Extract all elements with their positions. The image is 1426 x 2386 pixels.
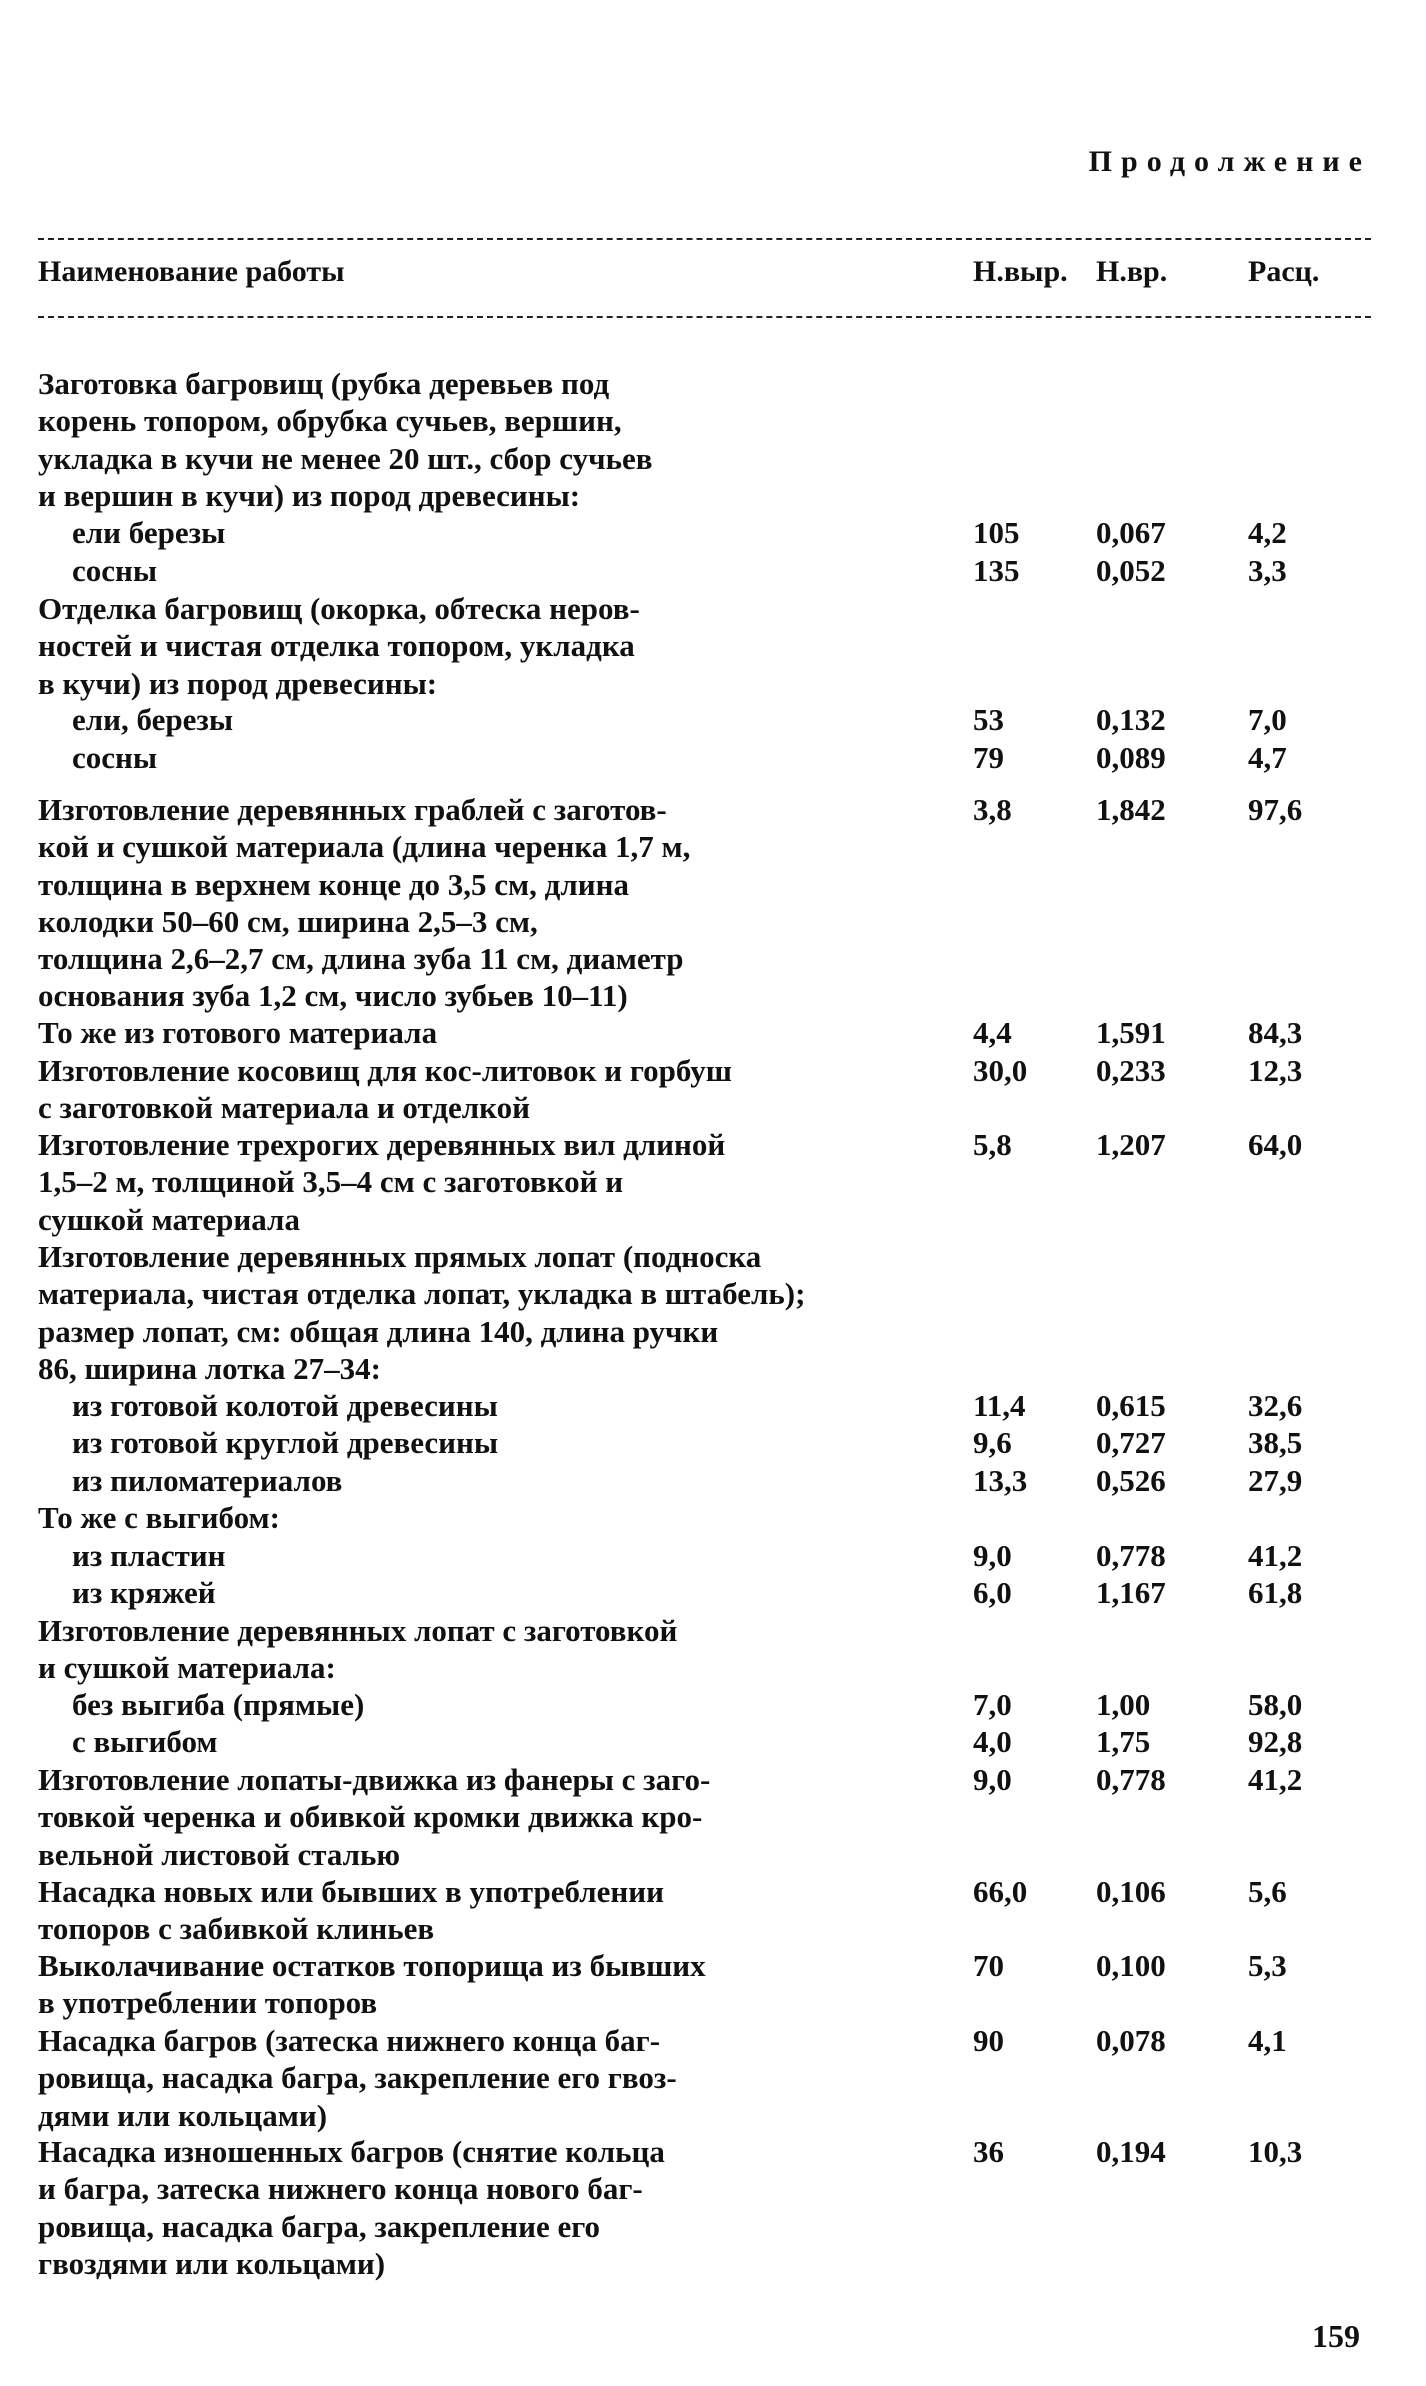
time-norm-value: 1,591: [1096, 1015, 1166, 1050]
rate-value: 32,6: [1248, 1388, 1303, 1423]
time-norm-value: 1,167: [1096, 1575, 1166, 1610]
output-norm-value: 105: [973, 515, 1020, 550]
rate-value: 58,0: [1248, 1687, 1303, 1722]
rate-value: 38,5: [1248, 1425, 1303, 1460]
work-description: Насадка изношенных багров (снятие кольца и багра, затеска нижнего конца нового баг- ровища, насадка багра, закрепление его гвоздями или кольцами): [38, 2134, 665, 2281]
rate-value: 4,2: [1248, 515, 1287, 550]
time-norm-value: 0,089: [1096, 740, 1166, 775]
work-description: Изготовление трехрогих деревянных вил длиной 1,5–2 м, толщиной 3,5–4 см с заготовкой и сушкой материала: [38, 1127, 726, 1237]
page-number: 159: [1312, 2318, 1360, 2354]
time-norm-value: 0,727: [1096, 1425, 1166, 1460]
output-norm-value: 135: [973, 553, 1020, 588]
time-norm-value: 1,75: [1096, 1724, 1151, 1759]
rate-value: 5,6: [1248, 1874, 1287, 1909]
work-description: То же с выгибом:: [38, 1500, 280, 1535]
work-description: Изготовление лопаты-движка из фанеры с заго- товкой черенка и обивкой кромки движка кро- вельной листовой сталью: [38, 1762, 711, 1872]
time-norm-value: 0,778: [1096, 1762, 1166, 1797]
output-norm-value: 53: [973, 702, 1004, 737]
time-norm-value: 0,100: [1096, 1948, 1166, 1983]
work-description: Изготовление косовищ для кос-литовок и горбуш с заготовкой материала и отделкой: [38, 1053, 732, 1126]
work-description: Отделка багровищ (окорка, обтеска неров- ностей и чистая отделка топором, укладка в кучи) из пород древесины:: [38, 591, 640, 701]
time-norm-value: 1,00: [1096, 1687, 1151, 1722]
column-header-time-norm: Н.вр.: [1096, 255, 1168, 288]
time-norm-value: 1,207: [1096, 1127, 1166, 1162]
column-header-output-norm: Н.выр.: [973, 255, 1068, 288]
output-norm-value: 3,8: [973, 792, 1012, 827]
work-description: Выколачивание остатков топорища из бывших в употреблении топоров: [38, 1948, 706, 2021]
output-norm-value: 4,4: [973, 1015, 1012, 1050]
time-norm-value: 0,615: [1096, 1388, 1166, 1423]
output-norm-value: 9,6: [973, 1425, 1012, 1460]
rate-value: 27,9: [1248, 1463, 1303, 1498]
work-description: ели березы: [72, 515, 226, 550]
work-description: из пластин: [72, 1538, 226, 1573]
rate-value: 7,0: [1248, 702, 1287, 737]
continuation-label: Продолжение: [1088, 145, 1371, 178]
work-description: Изготовление деревянных прямых лопат (подноска материала, чистая отделка лопат, укладка в штабель); размер лопат, см: общая длина 140, длина ручки 86, ширина лотка 27–34:: [38, 1239, 806, 1386]
rate-value: 12,3: [1248, 1053, 1303, 1088]
output-norm-value: 5,8: [973, 1127, 1012, 1162]
time-norm-value: 0,132: [1096, 702, 1166, 737]
output-norm-value: 79: [973, 740, 1004, 775]
output-norm-value: 7,0: [973, 1687, 1012, 1722]
work-description: Насадка новых или бывших в употреблении топоров с забивкой клиньев: [38, 1874, 664, 1947]
time-norm-value: 0,078: [1096, 2023, 1166, 2058]
output-norm-value: 9,0: [973, 1762, 1012, 1797]
column-header-work-name: Наименование работы: [38, 255, 345, 288]
work-description: из кряжей: [72, 1575, 216, 1610]
time-norm-value: 0,233: [1096, 1053, 1166, 1088]
work-description: без выгиба (прямые): [72, 1687, 365, 1722]
rate-value: 92,8: [1248, 1724, 1303, 1759]
time-norm-value: 0,194: [1096, 2134, 1166, 2169]
work-description: ели, березы: [72, 702, 234, 737]
rate-value: 10,3: [1248, 2134, 1303, 2169]
output-norm-value: 36: [973, 2134, 1004, 2169]
output-norm-value: 66,0: [973, 1874, 1028, 1909]
rate-value: 97,6: [1248, 792, 1303, 827]
time-norm-value: 0,526: [1096, 1463, 1166, 1498]
rate-value: 3,3: [1248, 553, 1287, 588]
time-norm-value: 0,067: [1096, 515, 1166, 550]
rate-value: 5,3: [1248, 1948, 1287, 1983]
output-norm-value: 70: [973, 1948, 1004, 1983]
work-description: То же из готового материала: [38, 1015, 438, 1050]
output-norm-value: 13,3: [973, 1463, 1028, 1498]
work-description: сосны: [72, 740, 158, 775]
work-description: из готовой колотой древесины: [72, 1388, 498, 1423]
output-norm-value: 90: [973, 2023, 1004, 2058]
rate-value: 4,1: [1248, 2023, 1287, 2058]
work-description: Насадка багров (затеска нижнего конца баг- ровища, насадка багра, закрепление его гвоз- дями или кольцами): [38, 2023, 677, 2133]
output-norm-value: 4,0: [973, 1724, 1012, 1759]
work-description: сосны: [72, 553, 158, 588]
output-norm-value: 6,0: [973, 1575, 1012, 1610]
output-norm-value: 30,0: [973, 1053, 1028, 1088]
rate-value: 64,0: [1248, 1127, 1303, 1162]
work-description: из пиломатериалов: [72, 1463, 343, 1498]
rate-value: 41,2: [1248, 1538, 1303, 1573]
time-norm-value: 0,106: [1096, 1874, 1166, 1909]
rate-value: 61,8: [1248, 1575, 1303, 1610]
header-bottom-rule: [38, 316, 1371, 318]
rate-value: 4,7: [1248, 740, 1287, 775]
rate-value: 41,2: [1248, 1762, 1303, 1797]
header-top-rule: [38, 238, 1371, 240]
work-description: Изготовление деревянных граблей с заготов- кой и сушкой материала (длина черенка 1,7 м, толщина в верхнем конце до 3,5 см, длина колодки 50–60 см, ширина 2,5–3 см, толщина 2,6–2,7 см, длина зуба 11 см, диаметр основания зуба 1,2 см, число зубьев 10–11): [38, 792, 691, 1014]
work-description: Заготовка багровищ (рубка деревьев под корень топором, обрубка сучьев, вершин, укладка в кучи не менее 20 шт., сбор сучьев и вершин в кучи) из пород древесины:: [38, 366, 653, 513]
time-norm-value: 0,052: [1096, 553, 1166, 588]
time-norm-value: 0,778: [1096, 1538, 1166, 1573]
work-description: с выгибом: [72, 1724, 218, 1759]
output-norm-value: 11,4: [973, 1388, 1026, 1423]
work-description: Изготовление деревянных лопат с заготовкой и сушкой материала:: [38, 1613, 678, 1686]
work-description: из готовой круглой древесины: [72, 1425, 499, 1460]
rate-value: 84,3: [1248, 1015, 1303, 1050]
column-header-rate: Расц.: [1248, 255, 1320, 288]
output-norm-value: 9,0: [973, 1538, 1012, 1573]
time-norm-value: 1,842: [1096, 792, 1166, 827]
